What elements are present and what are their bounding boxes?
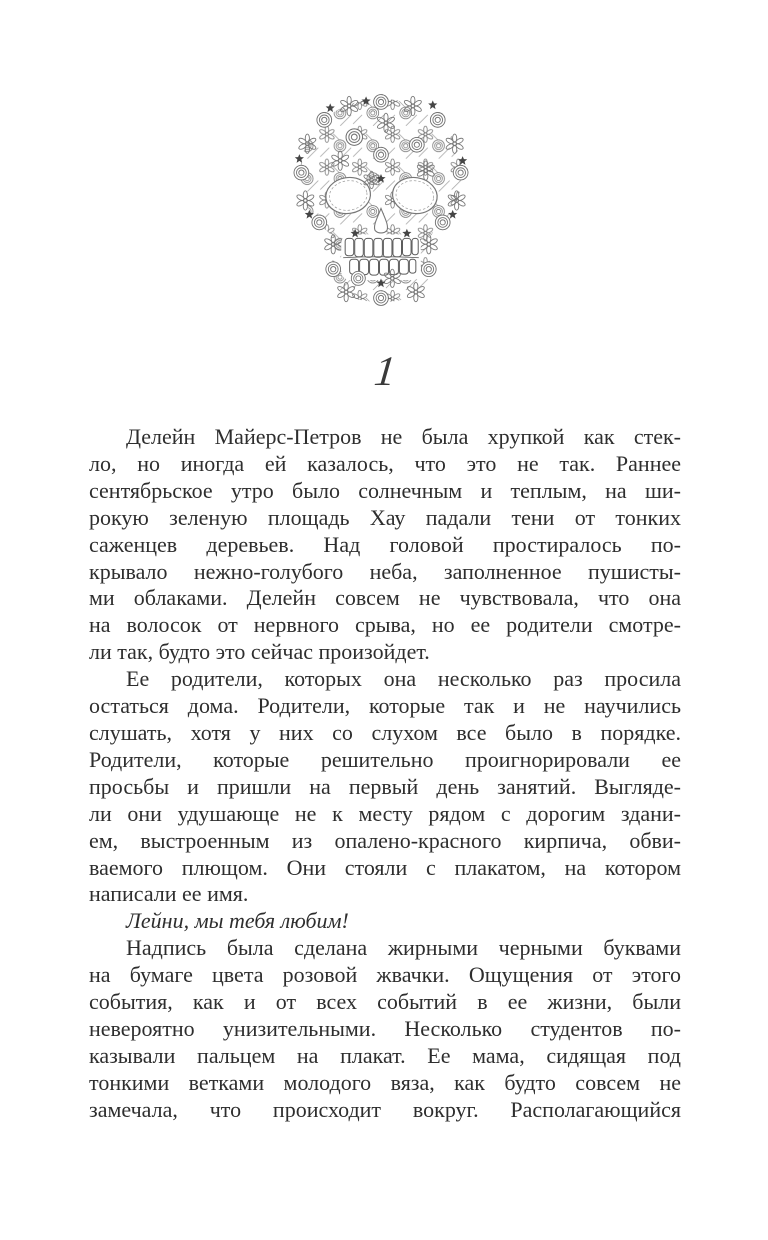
text-line: невероятно унизительными. Несколько студентов по- xyxy=(89,1015,681,1041)
text-line: Делейн Майерс-Петров не была хрупкой как стек- xyxy=(126,424,681,449)
floral-skull-svg xyxy=(286,93,476,307)
text-line: остаться дома. Родители, которые так и не научились xyxy=(89,693,681,719)
text-line: тонкими ветками молодого вяза, как будто совсем не xyxy=(89,1069,681,1095)
text-line: ваемого плющом. Они стояли с плакатом, на котором xyxy=(89,854,681,880)
text-line: на волосок от нервного срыва, но ее родители смотре- xyxy=(89,612,681,638)
paragraph xyxy=(89,424,681,666)
text-line: ем, выстроенным из опалено-красного кирпича, обви- xyxy=(89,827,681,853)
text-line: крывало нежно-голубого неба, заполненное пушисты- xyxy=(89,558,681,584)
text-line: Лейни, мы тебя любим! xyxy=(126,908,349,934)
chapter-number: 1 xyxy=(372,349,398,395)
text-line: сентябрьское утро было солнечным и теплым, на ши- xyxy=(89,477,681,503)
body-text xyxy=(89,424,681,1124)
text-line: Надпись была сделана жирными черными буквами xyxy=(126,935,681,961)
text-line: ми облаками. Делейн совсем не чувствовала, что она xyxy=(89,585,681,611)
text-line: замечала, что происходит вокруг. Располагающийся xyxy=(89,1096,681,1122)
text-line: ли они удушающе не к месту рядом с дорогим здани- xyxy=(89,800,681,826)
text-line: Родители, которые решительно проигнорировали ее xyxy=(89,746,681,772)
paragraph xyxy=(89,935,681,1123)
text-line: казывали пальцем на плакат. Ее мама, сидящая под xyxy=(89,1042,681,1068)
text-line: рокую зеленую площадь Хау падали тени от тонких xyxy=(89,504,681,530)
text-line: ли так, будто это сейчас произойдет. xyxy=(89,639,430,665)
text-line: просьбы и пришли на первый день занятий. Выгляде- xyxy=(89,773,681,799)
paragraph xyxy=(89,908,681,935)
text-line: слушать, хотя у них со слухом все было в порядке. xyxy=(89,719,681,745)
text-line: саженцев деревьев. Над головой простиралось по- xyxy=(89,531,681,557)
paragraph xyxy=(89,666,681,908)
text-line: события, как и от всех событий в ее жизни, были xyxy=(89,989,681,1015)
text-line: ло, но иногда ей казалось, что это не так. Раннее xyxy=(89,450,681,476)
text-line: на бумаге цвета розовой жвачки. Ощущения от этого xyxy=(89,962,681,988)
text-line: Ее родители, которых она несколько раз просила xyxy=(126,666,681,692)
floral-skull-illustration xyxy=(286,93,476,307)
text-line: написали ее имя. xyxy=(89,881,249,907)
